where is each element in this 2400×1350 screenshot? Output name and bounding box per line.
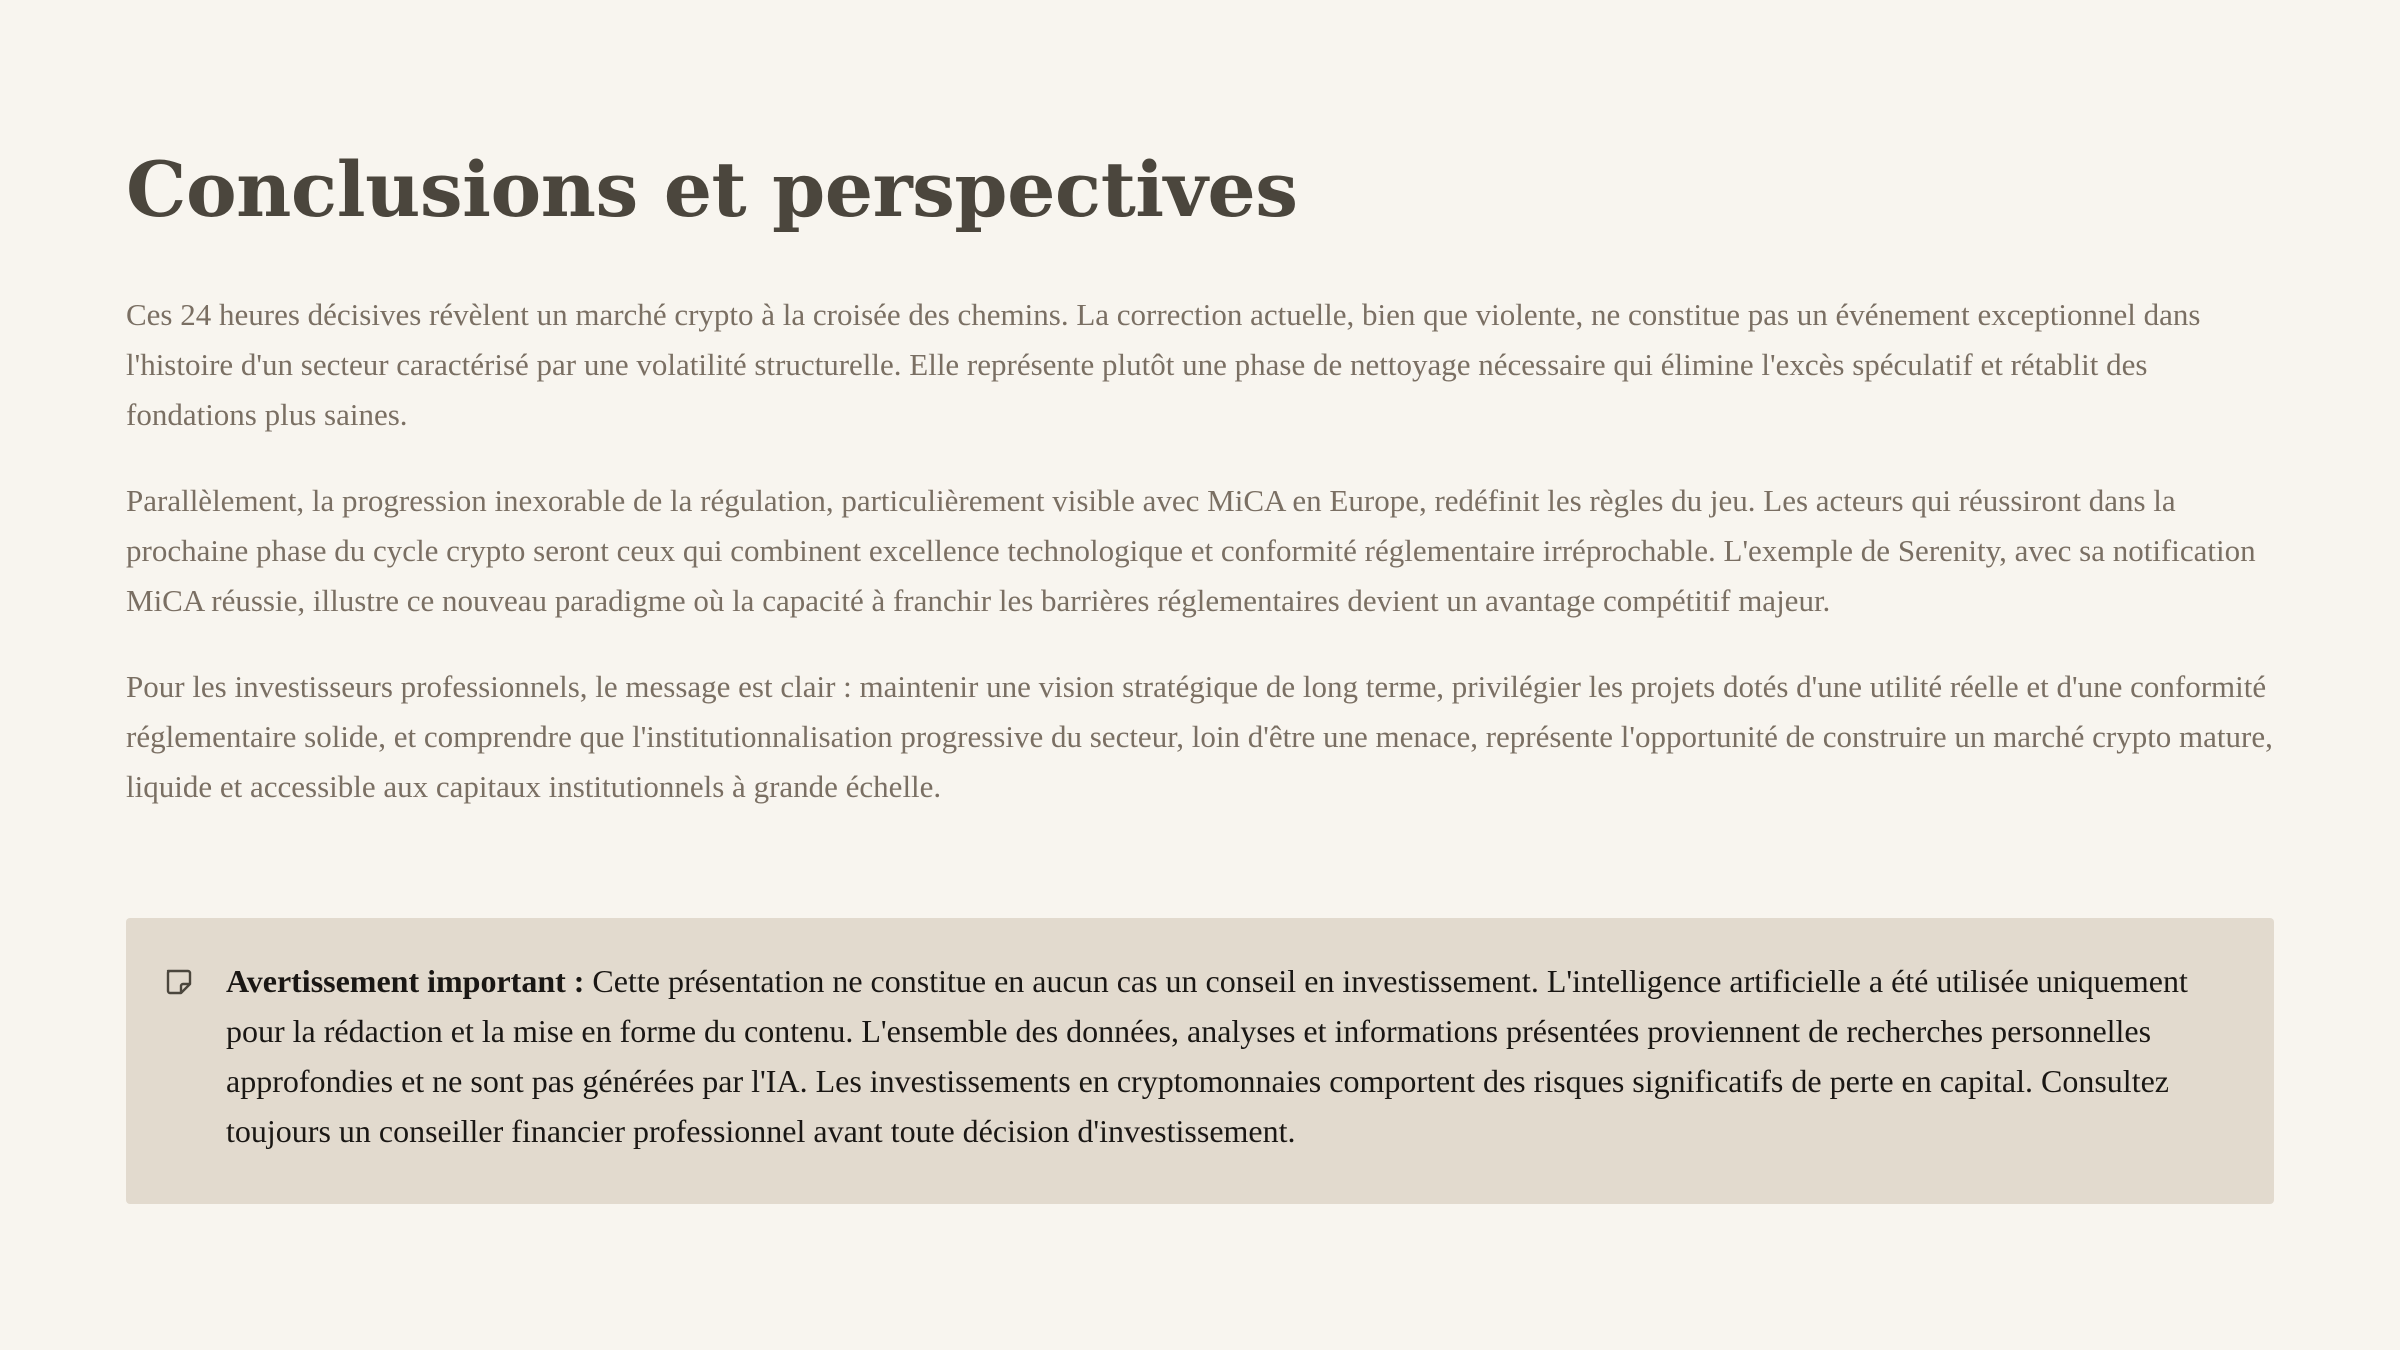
disclaimer-text bbox=[226, 956, 2218, 1156]
disclaimer-body: Cette présentation ne constitue en aucun cas un conseil en investissement. L'intelligence artificielle a été utilisée uniquement pour la rédaction et la mise en forme du contenu. L'ensemble des données, analyses et informations présentées proviennent de recherches personnelles approfondies et ne sont pas générées par l'IA. Les investissements en cryptomonnaies comportent des risques significatifs de perte en capital. Consultez toujours un conseiller financier professionnel avant toute décision d'investissement. bbox=[226, 963, 2188, 1149]
note-icon bbox=[162, 966, 194, 998]
disclaimer-callout bbox=[126, 918, 2274, 1204]
page-title: Conclusions et perspectives bbox=[126, 145, 1298, 234]
body-text bbox=[126, 290, 2274, 812]
disclaimer-label: Avertissement important : bbox=[226, 963, 585, 999]
paragraph-investors: Pour les investisseurs professionnels, le message est clair : maintenir une vision stratégique de long terme, privilégier les projets dotés d'une utilité réelle et d'une conformité réglementaire solide, et comprendre que l'institutionnalisation progressive du secteur, loin d'être une menace, représente l'opportunité de construire un marché crypto mature, liquide et accessible aux capitaux institutionnels à grande échelle. bbox=[126, 669, 2273, 804]
paragraph-regulation: Parallèlement, la progression inexorable de la régulation, particulièrement visible avec MiCA en Europe, redéfinit les règles du jeu. Les acteurs qui réussiront dans la prochaine phase du cycle crypto seront ceux qui combinent excellence technologique et conformité réglementaire irréprochable. L'exemple de Serenity, avec sa notification MiCA réussie, illustre ce nouveau paradigme où la capacité à franchir les barrières réglementaires devient un avantage compétitif majeur. bbox=[126, 483, 2256, 618]
paragraph-market-correction: Ces 24 heures décisives révèlent un marché crypto à la croisée des chemins. La correction actuelle, bien que violente, ne constitue pas un événement exceptionnel dans l'histoire d'un secteur caractérisé par une volatilité structurelle. Elle représente plutôt une phase de nettoyage nécessaire qui élimine l'excès spéculatif et rétablit des fondations plus saines. bbox=[126, 297, 2201, 432]
